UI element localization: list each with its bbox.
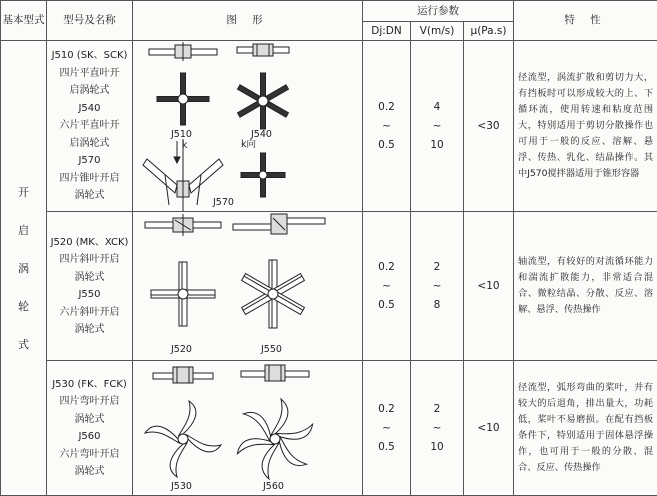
j570-k-view xyxy=(241,153,285,197)
model-line: 四片弯叶开启 xyxy=(47,393,132,411)
fig-label-j530: J530 xyxy=(170,481,192,492)
model-line: 涡轮式 xyxy=(47,411,132,429)
model-line: J560 xyxy=(47,428,132,446)
value-line: ~ xyxy=(411,419,463,438)
feature-cell: 径流型，涡流扩散和剪切力大，有挡板时可以形成较大的上、下循环流，使用转速和粘度范围大，特别适用于剪切分散操作也可用于一般的反应、溶解、悬浮、传热、乳化、结晶操作。其中J570搅拌器适用于锥形容器 xyxy=(514,41,657,212)
model-line: J550 xyxy=(47,286,132,304)
figure-row2 xyxy=(133,212,362,360)
viscosity-cell: <30 xyxy=(464,41,514,212)
figure-cell xyxy=(133,361,363,496)
value-line: 4 xyxy=(411,98,463,117)
fig-label-k: k xyxy=(182,140,188,151)
table-row xyxy=(1,361,657,496)
model-line: 四片斜叶开启 xyxy=(47,251,132,269)
model-line: J540 xyxy=(47,100,132,118)
figure-row3 xyxy=(133,361,362,495)
feature-cell: 轴流型，有较好的对流循环能力和湍流扩散能力，非常适合混合、微粒结晶、分散、反应、溶解、悬浮、传热操作 xyxy=(514,212,657,361)
value-line: ~ xyxy=(411,117,463,136)
j520-top-view xyxy=(151,262,215,326)
j510-side-view xyxy=(149,42,217,61)
model-line: 四片平直叶开 xyxy=(47,65,132,83)
velocity-cell xyxy=(411,361,464,496)
header-features: 特 性 xyxy=(514,1,657,41)
dj-dn-cell xyxy=(363,361,411,496)
value-line: 0.2 xyxy=(363,258,410,277)
basic-type-char: 轮 xyxy=(1,298,46,314)
value-line: 2 xyxy=(411,258,463,277)
header-figure: 图 形 xyxy=(133,1,363,41)
velocity-cell xyxy=(411,41,464,212)
table-row xyxy=(1,41,657,212)
fig-label-j550: J550 xyxy=(260,344,282,355)
header-operating-params: 运行参数 xyxy=(363,1,514,22)
header-velocity: V(m/s) xyxy=(411,22,464,41)
viscosity-cell: <10 xyxy=(464,361,514,496)
basic-type-char: 启 xyxy=(1,222,46,238)
j550-top-view xyxy=(242,260,305,328)
model-line: J530 (FK、FCK) xyxy=(47,376,132,394)
basic-type-char: 涡 xyxy=(1,260,46,276)
velocity-cell xyxy=(411,212,464,361)
value-line: 10 xyxy=(411,438,463,457)
model-line: 涡轮式 xyxy=(47,321,132,339)
j520-side-view xyxy=(145,214,221,236)
fig-label-j510: J510 xyxy=(170,129,192,140)
value-line: 10 xyxy=(411,136,463,155)
fig-label-k-direction: k向 xyxy=(241,138,256,150)
model-line: 涡轮式 xyxy=(47,269,132,287)
value-line: 8 xyxy=(411,296,463,315)
model-line: 涡轮式 xyxy=(47,187,132,205)
value-line: 0.5 xyxy=(363,296,410,315)
j530-top-view xyxy=(145,401,221,477)
value-line: ~ xyxy=(411,277,463,296)
header-basic-type: 基本型式 xyxy=(1,1,47,41)
viscosity-cell: <10 xyxy=(464,212,514,361)
value-line: ~ xyxy=(363,117,410,136)
j510-top-view xyxy=(157,73,209,125)
model-cell xyxy=(47,212,133,361)
fig-label-j560: J560 xyxy=(262,481,284,492)
header-model-name: 型号及名称 xyxy=(47,1,133,41)
header-row xyxy=(1,1,657,22)
fig-label-j570: J570 xyxy=(212,197,234,208)
value-line: 0.5 xyxy=(363,438,410,457)
fig-label-j520: J520 xyxy=(170,344,192,355)
model-cell xyxy=(47,361,133,496)
model-line: 启涡轮式 xyxy=(47,82,132,100)
value-line: 0.2 xyxy=(363,98,410,117)
fig-label-j540: J540 xyxy=(250,129,272,140)
model-cell xyxy=(47,41,133,212)
table-row xyxy=(1,212,657,361)
model-line: J510 (SK、SCK) xyxy=(47,47,132,65)
j540-top-view xyxy=(238,73,289,129)
dj-dn-cell xyxy=(363,41,411,212)
value-line: ~ xyxy=(363,277,410,296)
model-line: 涡轮式 xyxy=(47,463,132,481)
figure-row1 xyxy=(133,41,362,211)
j550-side-view xyxy=(233,214,325,234)
model-line: 启涡轮式 xyxy=(47,135,132,153)
model-line: 六片弯叶开启 xyxy=(47,446,132,464)
model-line: J520 (MK、XCK) xyxy=(47,234,132,252)
basic-type-char: 式 xyxy=(1,336,46,352)
model-line: 四片锥叶开启 xyxy=(47,170,132,188)
basic-type-char: 开 xyxy=(1,184,46,200)
basic-type-cell xyxy=(1,41,47,496)
value-line: ~ xyxy=(363,419,410,438)
j560-top-view xyxy=(234,399,316,479)
header-viscosity: μ(Pa.s) xyxy=(464,22,514,41)
j540-side-view xyxy=(237,44,289,56)
value-line: 0.5 xyxy=(363,136,410,155)
model-line: 六片平直叶开 xyxy=(47,117,132,135)
model-line: 六片斜叶开启 xyxy=(47,304,132,322)
feature-cell: 径流型，弧形弯曲的桨叶，并有较大的后退角，排出量大，功耗低，桨叶不易磨损。在配有挡板条件下，特别适用于固体悬浮操作，也可用于一般的分散、混合、反应、传热操作 xyxy=(514,361,657,496)
j530-side-view xyxy=(153,367,213,383)
header-dj-dn: Dj:DN xyxy=(363,22,411,41)
j560-side-view xyxy=(241,365,309,381)
dj-dn-cell xyxy=(363,212,411,361)
value-line: 0.2 xyxy=(363,400,410,419)
figure-cell xyxy=(133,212,363,361)
value-line: 2 xyxy=(411,400,463,419)
model-line: J570 xyxy=(47,152,132,170)
figure-cell xyxy=(133,41,363,212)
